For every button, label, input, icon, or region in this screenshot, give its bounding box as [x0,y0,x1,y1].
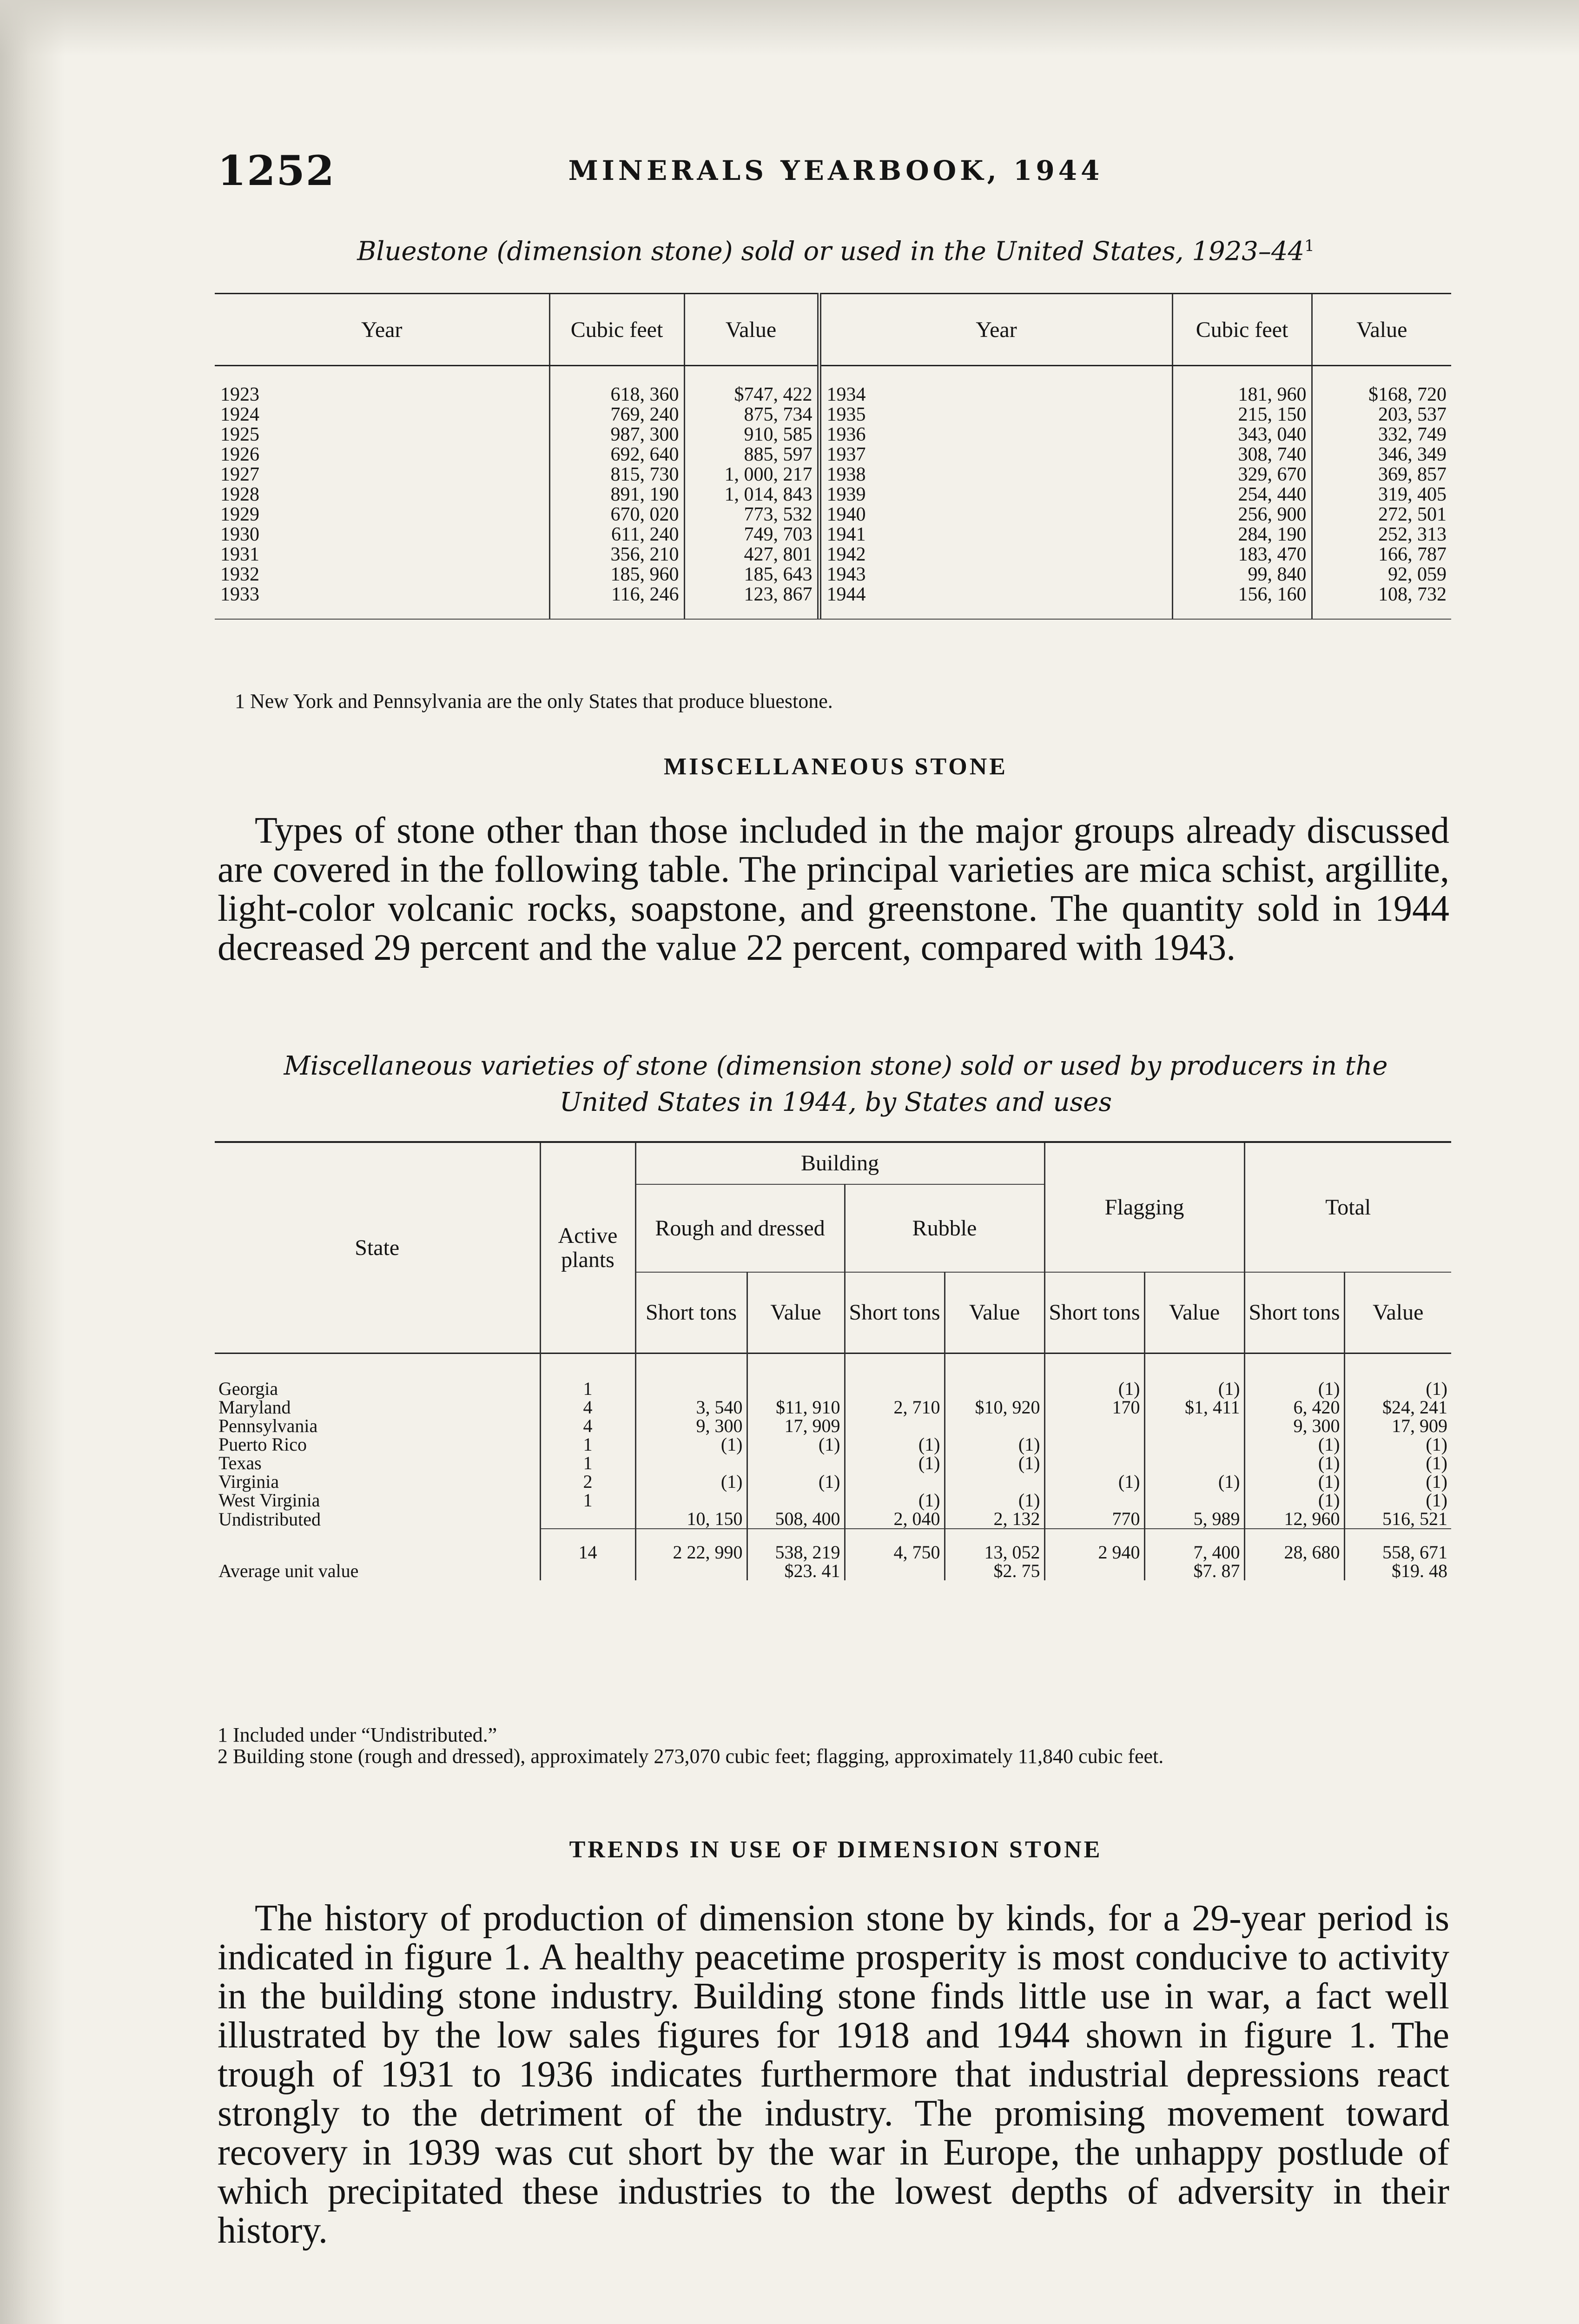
misc-table-row [215,1510,1451,1529]
bluestone-year-cell: 1939 [819,485,1172,505]
bluestone-value-cell: 108, 732 [1312,585,1451,619]
bluestone-value-cell: 1, 000, 217 [684,465,819,485]
misc-col-tot-value: Value [1344,1272,1451,1353]
misc-cell-active-plants: 2 [540,1472,635,1491]
misc-cell-rb-short-tons: (1) [845,1435,945,1454]
bluestone-year-cell: 1925 [220,424,259,445]
misc-col-rd-value: Value [747,1272,845,1353]
misc-cell-rb-value: (1) [945,1491,1044,1510]
misc-col-tot-short-tons: Short tons [1244,1272,1344,1353]
misc-cell-tot-short-tons: 9, 300 [1244,1417,1344,1435]
misc-table-row [215,1491,1451,1510]
bluestone-cubic-feet-cell: 183, 470 [1172,545,1312,565]
bluestone-year-cell: 1943 [819,565,1172,585]
misc-cell-rd-short-tons: 2 22, 990 [635,1529,747,1562]
misc-cell-tot-short-tons: (1) [1244,1491,1344,1510]
misc-table-row [215,1454,1451,1472]
misc-cell-rd-short-tons: 9, 300 [635,1417,747,1435]
misc-cell-rb-value: 2, 132 [945,1510,1044,1529]
misc-cell-rd-value: $23. 41 [747,1562,845,1580]
bluestone-year-cell: 1927 [220,464,259,485]
misc-cell-active-plants: 4 [540,1398,635,1417]
bluestone-value-cell: 252, 313 [1312,525,1451,545]
bluestone-year-cell: 1936 [819,425,1172,445]
bluestone-year-cell: 1938 [819,465,1172,485]
misc-cell-fl-short-tons [1044,1435,1144,1454]
bluestone-year-cell: 1924 [220,404,259,425]
trends-paragraph [218,1899,1449,2250]
misc-cell-fl-value: $1, 411 [1144,1398,1244,1417]
bluestone-cubic-feet-cell: 356, 210 [549,545,684,565]
bluestone-value-cell: 166, 787 [1312,545,1451,565]
bluestone-cubic-feet-cell: 185, 960 [549,565,684,585]
bluestone-value-cell: 427, 801 [684,545,819,565]
bluestone-year-cell: 1923 [220,384,259,405]
bluestone-row [215,465,1451,485]
misc-cell-tot-value: 558, 671 [1344,1529,1451,1562]
misc-cell-active-plants: 1 [540,1435,635,1454]
bluestone-row [215,505,1451,525]
misc-cell-fl-value: 7, 400 [1144,1529,1244,1562]
bluestone-cubic-feet-cell: 284, 190 [1172,525,1312,545]
bluestone-row [215,525,1451,545]
bluestone-cubic-feet-cell: 156, 160 [1172,585,1312,619]
bluestone-cubic-feet-cell: 692, 640 [549,445,684,465]
misc-cell-rd-short-tons [635,1454,747,1472]
misc-table [215,1141,1451,1580]
misc-stone-paragraph-text: Types of stone other than those included in the major groups already discussed are covered in the following table. The principal varieties are mica schist, argillite, light-color volcanic rocks, soapstone, and greenstone. The quantity sold in 1944 decreased 29 percent and the value 22 percent, compared with 1943. [218,810,1449,968]
misc-cell-rb-short-tons [845,1562,945,1580]
bluestone-cubic-feet-cell: 987, 300 [549,425,684,445]
misc-cell-rb-value: (1) [945,1454,1044,1472]
bluestone-year-cell: 1942 [819,545,1172,565]
misc-cell-active-plants: 4 [540,1417,635,1435]
misc-cell-tot-short-tons: (1) [1244,1353,1344,1399]
misc-cell-tot-value: (1) [1344,1454,1451,1472]
bluestone-row [215,425,1451,445]
misc-footnote-2: 2 Building stone (rough and dressed), approximately 273,070 cubic feet; flagging, approximately 11,840 cubic feet. [218,1745,1164,1768]
bluestone-cubic-feet-cell: 308, 740 [1172,445,1312,465]
misc-table-row [215,1435,1451,1454]
misc-cell-tot-short-tons: (1) [1244,1435,1344,1454]
misc-cell-fl-value: 5, 989 [1144,1510,1244,1529]
bluestone-row [215,545,1451,565]
misc-cell-tot-value: $19. 48 [1344,1562,1451,1580]
misc-table-row [215,1398,1451,1417]
misc-cell-rd-short-tons: (1) [635,1472,747,1491]
misc-cell-tot-value: 17, 909 [1344,1417,1451,1435]
misc-cell-tot-value: (1) [1344,1491,1451,1510]
misc-cell-tot-value: (1) [1344,1435,1451,1454]
bluestone-year-cell: 1940 [819,505,1172,525]
misc-col-rough-dressed: Rough and dressed [635,1184,845,1272]
misc-header-row-1 [215,1142,1451,1184]
misc-cell-tot-short-tons: 12, 960 [1244,1510,1344,1529]
misc-cell-fl-value: $7. 87 [1144,1562,1244,1580]
col-cubic-feet-right: Cubic feet [1172,294,1312,366]
bluestone-row [215,485,1451,505]
bluestone-table [215,293,1451,620]
misc-col-total: Total [1244,1142,1451,1272]
bluestone-value-cell: 773, 532 [684,505,819,525]
bluestone-year-cell: 1926 [220,444,259,465]
bluestone-year-cell: 1929 [220,504,259,525]
misc-cell-active-plants: 1 [540,1491,635,1510]
bluestone-value-cell: $747, 422 [684,366,819,405]
bluestone-year-cell: 1944 [819,585,1172,619]
misc-cell-rb-short-tons: 2, 040 [845,1510,945,1529]
misc-cell-rd-short-tons: 10, 150 [635,1510,747,1529]
misc-cell-rd-short-tons [635,1562,747,1580]
bluestone-year-cell: 1934 [819,366,1172,405]
misc-col-flagging: Flagging [1044,1142,1244,1272]
bluestone-row [215,585,1451,619]
misc-cell-rb-value [945,1472,1044,1491]
col-value-right: Value [1312,294,1451,366]
misc-cell-active-plants [540,1562,635,1580]
misc-cell-rb-value: 13, 052 [945,1529,1044,1562]
trends-heading: TRENDS IN USE OF DIMENSION STONE [569,1836,1103,1863]
misc-col-rubble: Rubble [845,1184,1044,1272]
bluestone-year-cell: 1941 [819,525,1172,545]
misc-average-row [215,1562,1451,1580]
bluestone-year-cell: 1931 [220,544,259,565]
misc-cell-rb-short-tons [845,1472,945,1491]
misc-cell-state: West Virginia [218,1490,320,1511]
col-year-right: Year [819,294,1172,366]
bluestone-row [215,565,1451,585]
misc-cell-state [215,1529,540,1562]
bluestone-caption [218,228,1454,270]
misc-cell-active-plants: 1 [540,1454,635,1472]
misc-cell-rd-value: 17, 909 [747,1417,845,1435]
misc-col-active-plants: Active plants [540,1142,635,1353]
bluestone-cubic-feet-cell: 116, 246 [549,585,684,619]
misc-cell-tot-short-tons: (1) [1244,1454,1344,1472]
misc-table-row [215,1472,1451,1491]
scan-shadow-left [0,0,65,2324]
misc-cell-state: Maryland [218,1397,291,1418]
misc-cell-active-plants [540,1510,635,1529]
misc-stone-heading: MISCELLANEOUS STONE [664,753,1008,780]
misc-cell-rb-value: $10, 920 [945,1398,1044,1417]
bluestone-cubic-feet-cell: 254, 440 [1172,485,1312,505]
bluestone-cubic-feet-cell: 618, 360 [549,366,684,405]
misc-cell-fl-short-tons: (1) [1044,1353,1144,1399]
misc-cell-rb-short-tons: 2, 710 [845,1398,945,1417]
misc-col-rd-short-tons: Short tons [635,1272,747,1353]
bluestone-cubic-feet-cell: 215, 150 [1172,405,1312,425]
bluestone-cubic-feet-cell: 670, 020 [549,505,684,525]
misc-col-rb-value: Value [945,1272,1044,1353]
misc-cell-rd-value: (1) [747,1435,845,1454]
misc-footnotes [218,1724,1454,1767]
misc-cell-fl-value [1144,1417,1244,1435]
misc-cell-state: Virginia [218,1471,279,1492]
bluestone-value-cell: 319, 405 [1312,485,1451,505]
misc-cell-rd-value [747,1454,845,1472]
misc-data-table [215,1141,1451,1580]
bluestone-cubic-feet-cell: 611, 240 [549,525,684,545]
misc-cell-fl-short-tons: 770 [1044,1510,1144,1529]
misc-cell-rb-short-tons: (1) [845,1491,945,1510]
page-header [218,146,1454,198]
misc-cell-fl-value [1144,1491,1244,1510]
bluestone-cubic-feet-cell: 99, 840 [1172,565,1312,585]
misc-cell-state: Puerto Rico [218,1434,307,1455]
bluestone-value-cell: 272, 501 [1312,505,1451,525]
bluestone-value-cell: 885, 597 [684,445,819,465]
misc-body [215,1353,1451,1581]
misc-cell-tot-short-tons: 28, 680 [1244,1529,1344,1562]
col-value-left: Value [684,294,819,366]
misc-cell-tot-value: (1) [1344,1353,1451,1399]
bluestone-cubic-feet-cell: 256, 900 [1172,505,1312,525]
bluestone-footnote: 1 New York and Pennsylvania are the only States that produce bluestone. [235,690,833,713]
misc-cell-state: Average unit value [218,1560,359,1581]
col-year-left: Year [215,294,549,366]
misc-col-fl-value: Value [1144,1272,1244,1353]
misc-cell-tot-short-tons [1244,1562,1344,1580]
bluestone-body [215,366,1451,619]
misc-cell-rd-short-tons: (1) [635,1435,747,1454]
misc-cell-fl-value [1144,1454,1244,1472]
bluestone-value-cell: 910, 585 [684,425,819,445]
bluestone-value-cell: 1, 014, 843 [684,485,819,505]
bluestone-cubic-feet-cell: 181, 960 [1172,366,1312,405]
misc-cell-rd-short-tons: 3, 540 [635,1398,747,1417]
misc-cell-rd-value: (1) [747,1472,845,1491]
misc-cell-active-plants: 14 [540,1529,635,1562]
page-number: 1252 [218,146,335,195]
misc-cell-tot-short-tons: 6, 420 [1244,1398,1344,1417]
scan-shadow-top [0,0,1579,56]
bluestone-value-cell: 346, 349 [1312,445,1451,465]
misc-col-building: Building [635,1142,1044,1184]
bluestone-cubic-feet-cell: 329, 670 [1172,465,1312,485]
misc-cell-rd-value: 538, 219 [747,1529,845,1562]
bluestone-year-cell: 1932 [220,564,259,585]
misc-col-state: State [215,1142,540,1353]
misc-stone-paragraph [218,811,1449,967]
bluestone-year-cell: 1937 [819,445,1172,465]
misc-cell-rb-value [945,1417,1044,1435]
misc-cell-tot-value: $24, 241 [1344,1398,1451,1417]
misc-cell-fl-short-tons: 170 [1044,1398,1144,1417]
misc-cell-fl-short-tons: 2 940 [1044,1529,1144,1562]
trends-paragraph-text: The history of production of dimension stone by kinds, for a 29-year period is indicated in figure 1. A healthy peacetime prosperity is most conducive to activity in the building stone industry. Building stone finds little use in war, a fact well illustrated by the low sales figures for 1918 and 1944 shown in figure 1. The trough of 1931 to 1936 indicates furthermore that industrial depressions react strongly to the detriment of the industry. The promising movement toward recovery in 1939 was cut short by the war in Europe, the unhappy postlude of which precipitated these industries to the lowest depths of adversity in their history. [218,1898,1449,2251]
misc-cell-rb-value: (1) [945,1435,1044,1454]
misc-caption-line2: United States in 1944, by States and uses [559,1087,1112,1117]
misc-table-caption [218,1048,1454,1121]
misc-cell-rb-value: $2. 75 [945,1562,1044,1580]
bluestone-value-cell: $168, 720 [1312,366,1451,405]
misc-cell-fl-short-tons [1044,1454,1144,1472]
misc-cell-fl-short-tons: (1) [1044,1472,1144,1491]
col-cubic-feet-left: Cubic feet [549,294,684,366]
misc-cell-rd-value: $11, 910 [747,1398,845,1417]
misc-cell-state: Undistributed [218,1508,321,1530]
misc-col-fl-short-tons: Short tons [1044,1272,1144,1353]
bluestone-value-cell: 369, 857 [1312,465,1451,485]
bluestone-value-cell: 875, 734 [684,405,819,425]
misc-cell-rd-short-tons [635,1491,747,1510]
misc-cell-rb-short-tons: 4, 750 [845,1529,945,1562]
misc-col-rb-short-tons: Short tons [845,1272,945,1353]
misc-cell-rb-short-tons [845,1417,945,1435]
bluestone-cubic-feet-cell: 769, 240 [549,405,684,425]
bluestone-value-cell: 123, 867 [684,585,819,619]
misc-cell-fl-value [1144,1435,1244,1454]
misc-cell-tot-short-tons: (1) [1244,1472,1344,1491]
misc-cell-fl-value: (1) [1144,1353,1244,1399]
bluestone-value-cell: 203, 537 [1312,405,1451,425]
bluestone-cubic-feet-cell: 891, 190 [549,485,684,505]
misc-cell-tot-value: 516, 521 [1344,1510,1451,1529]
misc-cell-rd-short-tons [635,1353,747,1399]
bluestone-cubic-feet-cell: 815, 730 [549,465,684,485]
misc-cell-fl-value: (1) [1144,1472,1244,1491]
bluestone-row [215,405,1451,425]
misc-total-row [215,1529,1451,1562]
bluestone-header-row [215,294,1451,366]
running-title: MINERALS YEARBOOK, 1944 [568,155,1103,186]
bluestone-year-cell: 1933 [220,584,259,605]
bluestone-value-cell: 749, 703 [684,525,819,545]
misc-cell-state: Pennsylvania [218,1415,318,1436]
bluestone-caption-footnote-mark: 1 [1304,237,1315,255]
misc-cell-rd-value [747,1353,845,1399]
misc-cell-fl-short-tons [1044,1562,1144,1580]
misc-cell-rd-value [747,1491,845,1510]
misc-cell-fl-short-tons [1044,1417,1144,1435]
bluestone-value-cell: 92, 059 [1312,565,1451,585]
misc-cell-rd-value: 508, 400 [747,1510,845,1529]
bluestone-cubic-feet-cell: 343, 040 [1172,425,1312,445]
bluestone-data-table [215,293,1451,619]
bluestone-value-cell: 332, 749 [1312,425,1451,445]
misc-cell-state: Georgia [218,1378,278,1399]
bluestone-bottom-rule [215,619,1451,620]
bluestone-year-cell: 1930 [220,524,259,545]
misc-cell-fl-short-tons [1044,1491,1144,1510]
misc-caption-line1: Miscellaneous varieties of stone (dimension stone) sold or used by producers in the [284,1051,1388,1081]
bluestone-year-cell: 1928 [220,484,259,505]
bluestone-caption-text: Bluestone (dimension stone) sold or used in the United States, 1923–44 [357,236,1305,267]
misc-cell-rb-short-tons [845,1353,945,1399]
misc-footnote-1: 1 Included under “Undistributed.” [218,1723,497,1746]
bluestone-value-cell: 185, 643 [684,565,819,585]
bluestone-year-cell: 1935 [819,405,1172,425]
misc-cell-active-plants: 1 [540,1353,635,1399]
misc-table-row [215,1417,1451,1435]
misc-table-row [215,1353,1451,1399]
bluestone-row [215,445,1451,465]
misc-cell-rb-value [945,1353,1044,1399]
misc-cell-state: Texas [218,1452,262,1473]
misc-cell-tot-value: (1) [1344,1472,1451,1491]
bluestone-row [215,366,1451,405]
misc-cell-rb-short-tons: (1) [845,1454,945,1472]
